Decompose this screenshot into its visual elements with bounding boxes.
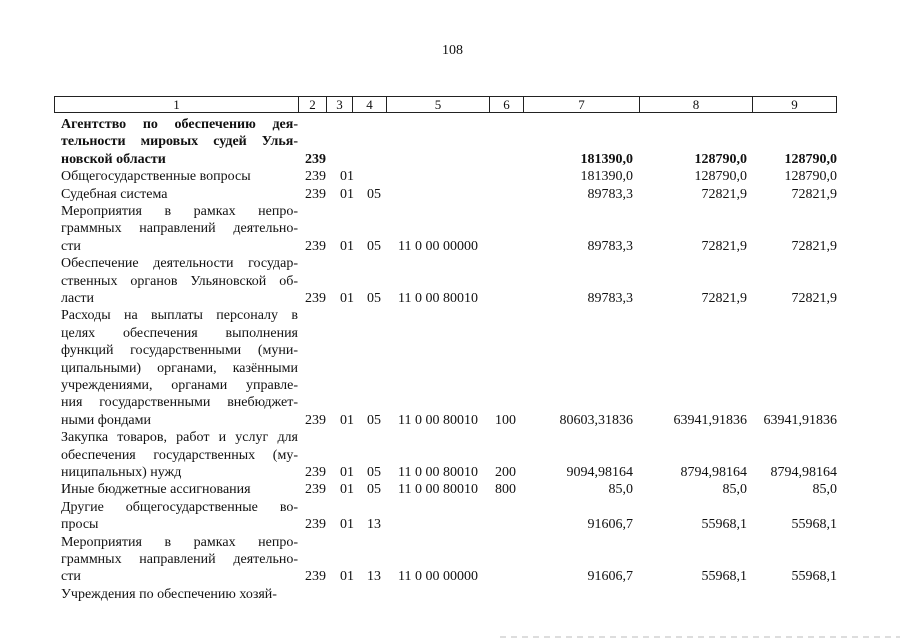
table-row (0, 481, 905, 498)
row-cell-col6: 100 (495, 412, 516, 428)
row-cell-col7: 89783,3 (587, 238, 633, 254)
row-cell-col7: 181390,0 (580, 151, 633, 167)
scan-artifact (500, 636, 900, 638)
row-cell-col3: 01 (340, 238, 354, 254)
row-name-line: Иные бюджетные ассигнования (61, 482, 251, 498)
table-row (0, 586, 905, 603)
row-cell-col3: 01 (340, 169, 354, 185)
row-cell-col9: 72821,9 (791, 186, 837, 202)
row-cell-col9: 55968,1 (791, 517, 837, 533)
row-name (61, 116, 298, 168)
row-cell-col6: 200 (495, 464, 516, 480)
row-cell-col9: 128790,0 (784, 169, 837, 185)
row-cell-col8: 72821,9 (701, 186, 747, 202)
row-cell-col2: 239 (305, 569, 326, 585)
row-cell-col3: 01 (340, 412, 354, 428)
row-cell-col9: 63941,91836 (763, 412, 837, 428)
row-name (61, 255, 298, 307)
row-name-line: просы (61, 517, 99, 533)
row-name-line: ципальными) органами, казёнными (61, 360, 298, 376)
row-name-line: целях обеспечения выполнения (61, 325, 298, 341)
row-cell-col5: 11 0 00 00000 (398, 238, 478, 254)
row-name (61, 168, 298, 185)
row-name-line: учреждениями, органами управле- (61, 378, 298, 394)
row-cell-col4: 05 (367, 412, 381, 428)
header-cell-7: 7 (523, 96, 640, 113)
header-cell-2: 2 (298, 96, 327, 113)
row-name-line: функций государственными (муни- (61, 343, 298, 359)
row-name-line: Судебная система (61, 186, 168, 202)
row-cell-col8: 8794,98164 (680, 464, 747, 480)
row-cell-col8: 63941,91836 (673, 412, 747, 428)
row-cell-col9: 72821,9 (791, 238, 837, 254)
row-cell-col2: 239 (305, 151, 326, 167)
row-name-line: Агентство по обеспечению дея- (61, 117, 298, 132)
row-cell-col2: 239 (305, 412, 326, 428)
row-name-line: ласти (61, 291, 95, 306)
row-cell-col2: 239 (305, 290, 326, 306)
row-name-line: ниципальных) нужд (61, 465, 182, 480)
row-cell-col4: 05 (367, 464, 381, 480)
row-cell-col7: 85,0 (608, 482, 633, 498)
row-cell-col8: 128790,0 (694, 151, 747, 167)
row-cell-col8: 55968,1 (701, 517, 747, 533)
row-name (61, 586, 298, 603)
row-cell-col9: 85,0 (812, 482, 837, 498)
row-name-line: Мероприятия в рамках непро- (61, 534, 298, 550)
row-cell-col4: 05 (367, 482, 381, 498)
row-cell-col9: 8794,98164 (770, 464, 837, 480)
row-name-line: ния государственными внебюджет- (61, 395, 298, 411)
row-cell-col7: 89783,3 (587, 290, 633, 306)
row-name-line: сти (61, 569, 81, 585)
row-cell-col2: 239 (305, 464, 326, 480)
header-cell-4: 4 (352, 96, 387, 113)
row-cell-col7: 91606,7 (587, 569, 633, 585)
row-name-line: Обеспечение деятельности государ- (61, 256, 298, 272)
row-cell-col5: 11 0 00 80010 (398, 412, 478, 428)
row-cell-col5: 11 0 00 80010 (398, 464, 478, 480)
row-cell-col4: 13 (367, 517, 381, 533)
row-cell-col6: 800 (495, 482, 516, 498)
table-row (0, 307, 905, 429)
row-cell-col3: 01 (340, 517, 354, 533)
table-row (0, 116, 905, 168)
row-cell-col3: 01 (340, 482, 354, 498)
row-name-line: новской области (61, 151, 166, 167)
row-name (61, 307, 298, 429)
row-cell-col3: 01 (340, 569, 354, 585)
header-cell-5: 5 (386, 96, 490, 113)
row-cell-col4: 13 (367, 569, 381, 585)
row-name-line: тельности мировых судей Улья- (61, 134, 298, 150)
row-cell-col8: 128790,0 (694, 169, 747, 185)
header-cell-6: 6 (489, 96, 524, 113)
row-cell-col2: 239 (305, 517, 326, 533)
row-cell-col2: 239 (305, 238, 326, 254)
row-name-line: Закупка товаров, работ и услуг для (61, 430, 298, 446)
row-cell-col2: 239 (305, 186, 326, 202)
row-cell-col5: 11 0 00 80010 (398, 482, 478, 498)
row-cell-col9: 55968,1 (791, 569, 837, 585)
row-cell-col3: 01 (340, 290, 354, 306)
row-name-line: сти (61, 238, 81, 254)
row-name-line: Общегосударственные вопросы (61, 169, 251, 185)
row-name-line: Расходы на выплаты персоналу в (61, 308, 298, 324)
row-name (61, 203, 298, 255)
table-row (0, 186, 905, 203)
row-cell-col8: 72821,9 (701, 290, 747, 306)
row-cell-col4: 05 (367, 186, 381, 202)
table-row (0, 168, 905, 185)
row-cell-col2: 239 (305, 169, 326, 185)
row-cell-col8: 72821,9 (701, 238, 747, 254)
row-name (61, 429, 298, 481)
row-cell-col8: 55968,1 (701, 569, 747, 585)
row-name-line: Другие общегосударственные во- (61, 499, 298, 515)
row-cell-col4: 05 (367, 290, 381, 306)
header-cell-8: 8 (639, 96, 753, 113)
row-name (61, 481, 298, 498)
row-name-line: Учреждения по обеспечению хозяй- (61, 586, 277, 602)
row-name (61, 534, 298, 586)
row-cell-col3: 01 (340, 464, 354, 480)
row-cell-col7: 91606,7 (587, 517, 633, 533)
row-cell-col7: 80603,31836 (559, 412, 633, 428)
row-cell-col9: 72821,9 (791, 290, 837, 306)
row-name-line: Мероприятия в рамках непро- (61, 204, 298, 219)
row-cell-col3: 01 (340, 186, 354, 202)
row-name-line: граммных направлений деятельно- (61, 221, 298, 237)
header-cell-3: 3 (326, 96, 353, 113)
header-cell-9: 9 (752, 96, 837, 113)
table-row (0, 255, 905, 307)
row-name-line: ственных органов Ульяновской об- (61, 273, 298, 289)
table-row (0, 429, 905, 481)
row-name-line: ными фондами (61, 412, 152, 428)
header-cell-1: 1 (54, 96, 299, 113)
row-cell-col8: 85,0 (722, 482, 747, 498)
row-name-line: граммных направлений деятельно- (61, 552, 298, 567)
row-cell-col5: 11 0 00 80010 (398, 290, 478, 306)
row-name-line: обеспечения государственных (му- (61, 447, 298, 463)
row-cell-col5: 11 0 00 00000 (398, 569, 478, 585)
row-cell-col7: 9094,98164 (566, 464, 633, 480)
row-cell-col7: 89783,3 (587, 186, 633, 202)
row-cell-col2: 239 (305, 482, 326, 498)
row-name (61, 186, 298, 203)
page-number: 108 (442, 43, 463, 58)
row-cell-col4: 05 (367, 238, 381, 254)
row-name (61, 499, 298, 534)
table-row (0, 499, 905, 534)
row-cell-col7: 181390,0 (580, 169, 633, 185)
table-row (0, 203, 905, 255)
table-row (0, 534, 905, 586)
row-cell-col9: 128790,0 (784, 151, 837, 167)
